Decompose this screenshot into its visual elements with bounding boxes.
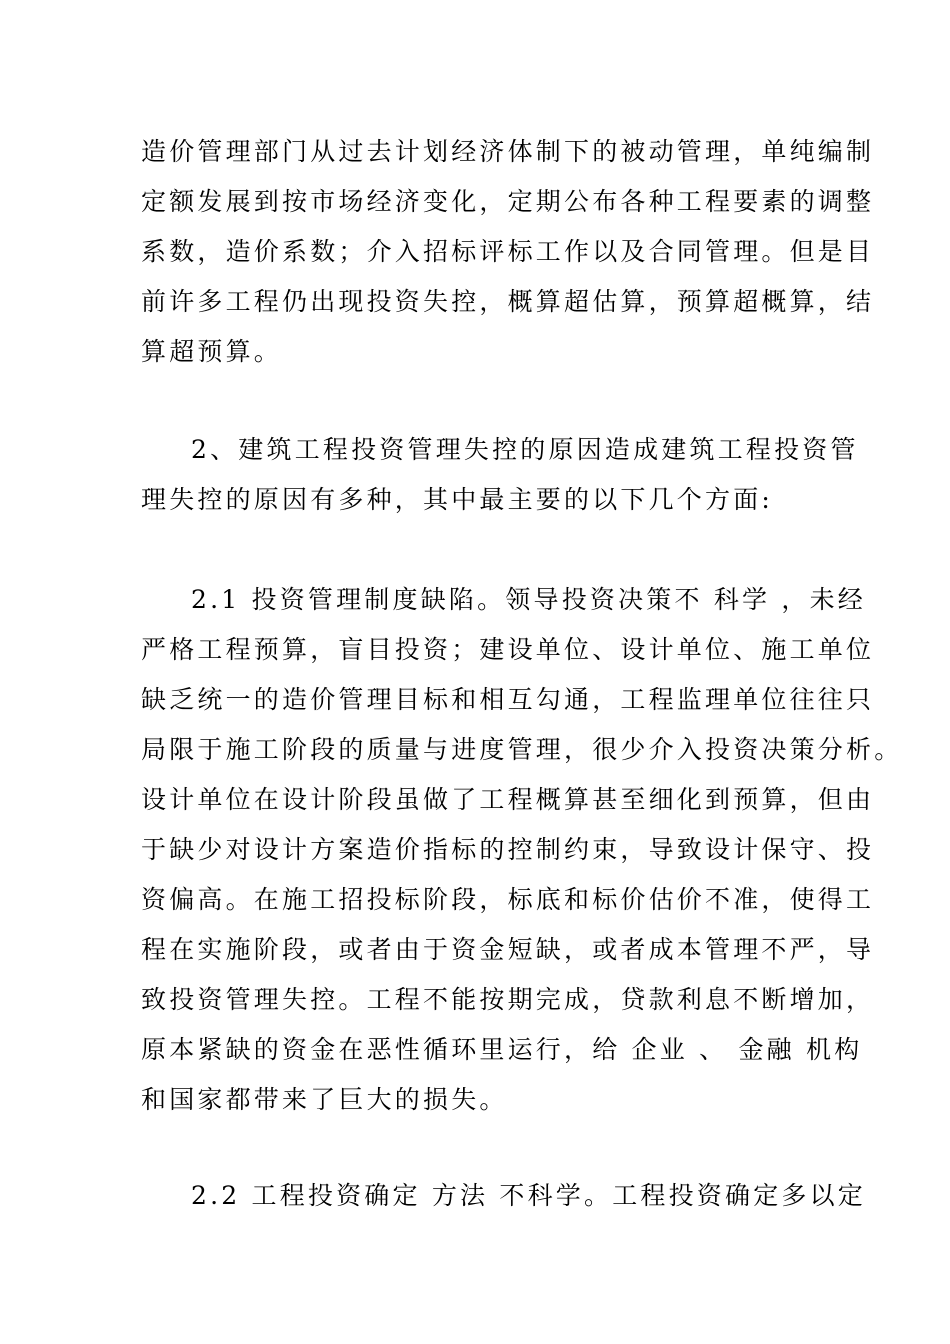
text-line: 于缺少对设计方案造价指标的控制约束，导致设计保守、投 xyxy=(141,835,875,864)
text-line: 缺乏统一的造价管理目标和相互勾通，工程监理单位往往只 xyxy=(141,685,875,714)
text-line: 致投资管理失控。工程不能按期完成，贷款利息不断增加， xyxy=(141,985,875,1014)
text-line: 定额发展到按市场经济变化，定期公布各种工程要素的调整 xyxy=(141,187,875,216)
text-line: 和国家都带来了巨大的损失。 xyxy=(141,1085,508,1114)
text-line: 程在实施阶段，或者由于资金短缺，或者成本管理不严，导 xyxy=(141,935,875,964)
text-line: 理失控的原因有多种，其中最主要的以下几个方面: xyxy=(141,485,774,514)
paragraph-2-2 xyxy=(141,1171,867,1221)
text-line: 严格工程预算，盲目投资；建设单位、设计单位、施工单位 xyxy=(141,635,875,664)
text-line: 原本紧缺的资金在恶性循环里运行，给 企业 、 金融 机构 xyxy=(141,1035,863,1064)
text-line: 算超预算。 xyxy=(141,337,283,366)
text-line: 资偏高。在施工招投标阶段，标底和标价估价不准，使得工 xyxy=(141,885,875,914)
paragraph-2-1 xyxy=(141,575,903,1125)
text-line: 2.1 投资管理制度缺陷。领导投资决策不 科学 ，未经 xyxy=(191,585,867,614)
text-line: 2.2 工程投资确定 方法 不科学。工程投资确定多以定 xyxy=(191,1181,867,1210)
text-line: 设计单位在设计阶段虽做了工程概算甚至细化到预算，但由 xyxy=(141,785,875,814)
text-line: 前许多工程仍出现投资失控，概算超估算，预算超概算，结 xyxy=(141,287,875,316)
text-line: 2、建筑工程投资管理失控的原因造成建筑工程投资管 xyxy=(191,435,859,464)
text-line: 系数，造价系数；介入招标评标工作以及合同管理。但是目 xyxy=(141,237,875,266)
text-line: 造价管理部门从过去计划经济体制下的被动管理，单纯编制 xyxy=(141,137,875,166)
paragraph-2-heading xyxy=(141,425,859,525)
text-line: 局限于施工阶段的质量与进度管理，很少介入投资决策分析。 xyxy=(141,735,903,764)
paragraph-1 xyxy=(141,127,875,377)
